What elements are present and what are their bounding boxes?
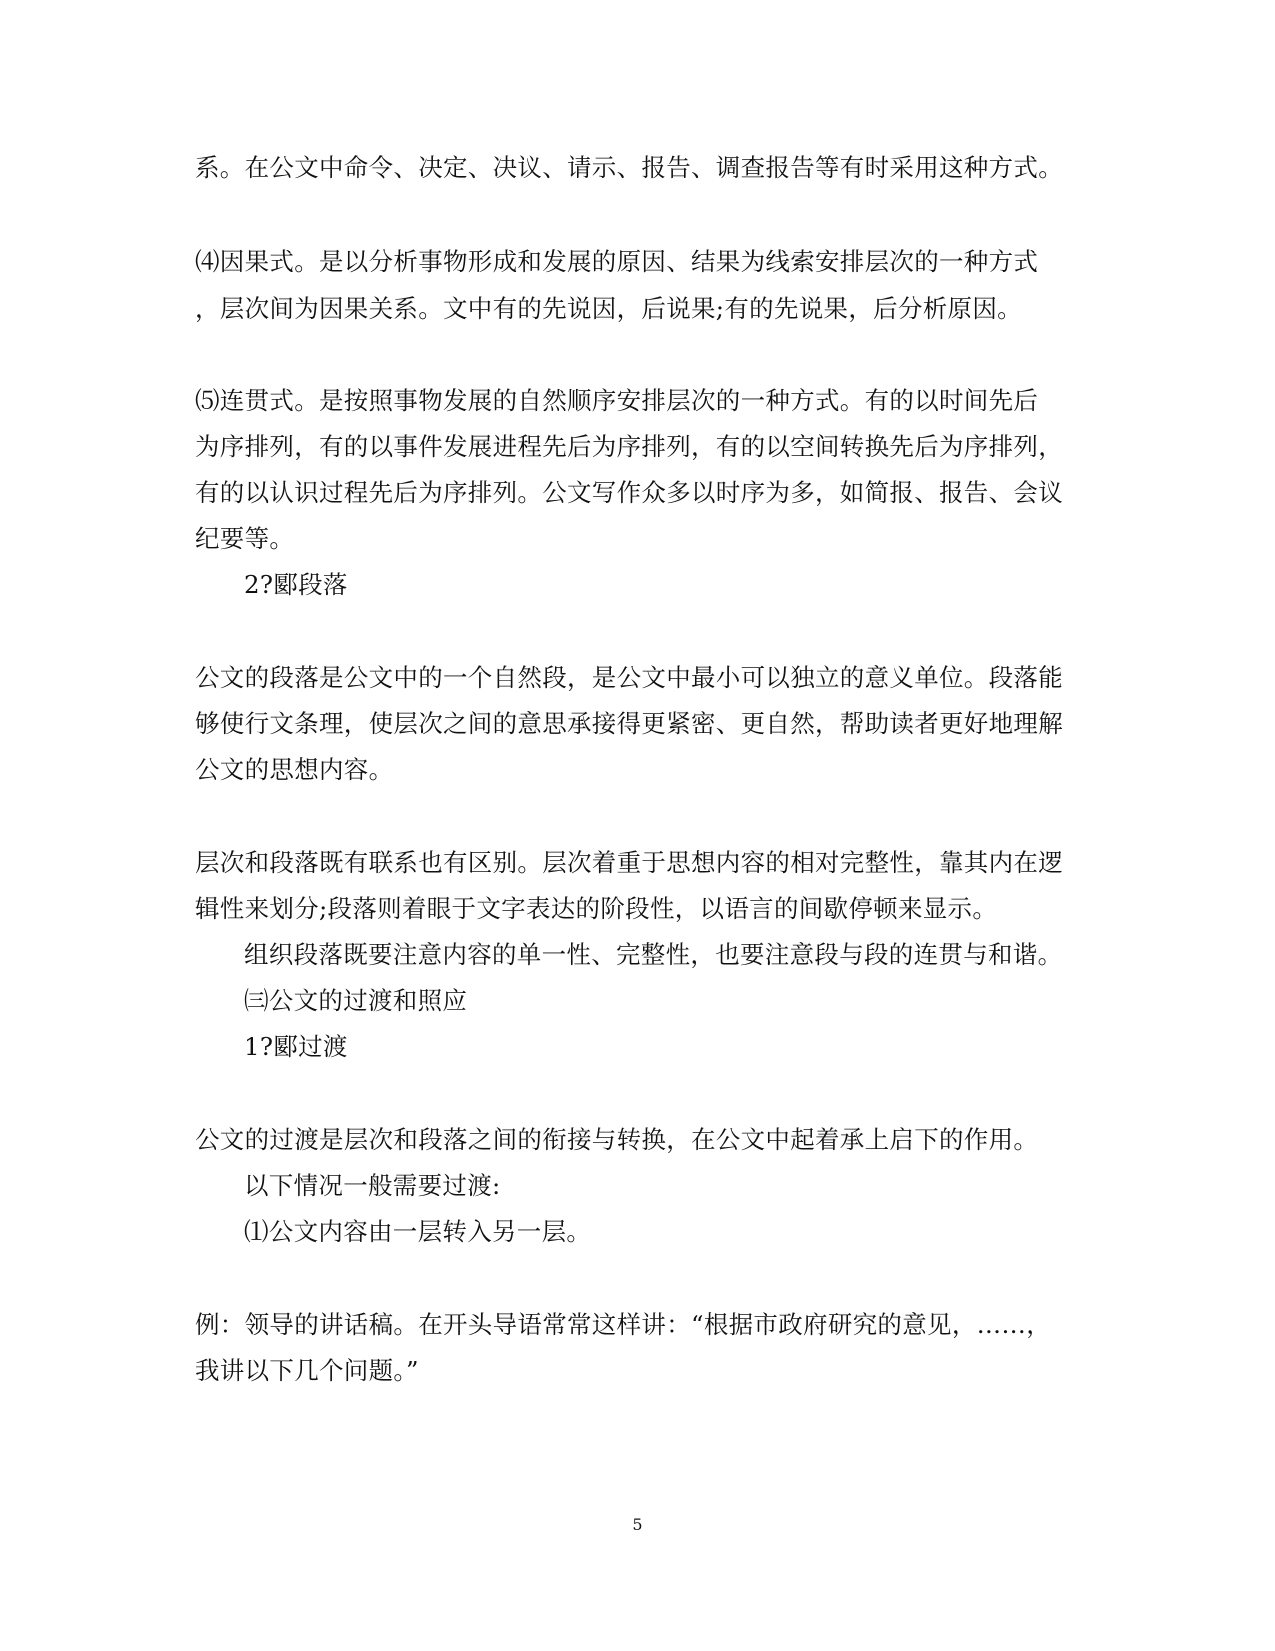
text-line: 组织段落既要注意内容的单一性、完整性，也要注意段与段的连贯与和谐。 (244, 940, 1063, 969)
page-number: 5 (632, 1515, 643, 1534)
text-line: 够使行文条理，使层次之间的意思承接得更紧密、更自然，帮助读者更好地理解 (195, 709, 1063, 738)
text-line: ⑴公文内容由一层转入另一层。 (244, 1217, 592, 1246)
text-line: 为序排列，有的以事件发展进程先后为序排列，有的以空间转换先后为序排列， (195, 432, 1063, 461)
section-heading: ㈢公文的过渡和照应 (244, 986, 468, 1015)
text-line: ⑸连贯式。是按照事物发展的自然顺序安排层次的一种方式。有的以时间先后 (195, 386, 1039, 415)
section-heading: 1?郾过渡 (244, 1032, 348, 1061)
text-line: 有的以认识过程先后为序排列。公文写作众多以时序为多，如简报、报告、会议 (195, 478, 1063, 507)
text-line: 我讲以下几个问题。” (195, 1356, 419, 1385)
text-line: 公文的段落是公文中的一个自然段，是公文中最小可以独立的意义单位。段落能 (195, 663, 1063, 692)
text-line: 公文的过渡是层次和段落之间的衔接与转换，在公文中起着承上启下的作用。 (195, 1125, 1039, 1154)
text-line: 层次和段落既有联系也有区别。层次着重于思想内容的相对完整性，靠其内在逻 (195, 848, 1063, 877)
text-line: 公文的思想内容。 (195, 755, 394, 784)
text-line: 系。在公文中命令、决定、决议、请示、报告、调查报告等有时采用这种方式。 (195, 153, 1063, 182)
text-line: ，层次间为因果关系。文中有的先说因，后说果;有的先说果，后分析原因。 (195, 294, 1022, 323)
text-line: ⑷因果式。是以分析事物形成和发展的原因、结果为线索安排层次的一种方式 (195, 247, 1039, 276)
text-line: 以下情况一般需要过渡: (244, 1171, 501, 1200)
section-heading: 2?郾段落 (244, 570, 348, 599)
text-line: 纪要等。 (195, 524, 295, 553)
text-line: 例：领导的讲话稿。在开头导语常常这样讲：“根据市政府研究的意见，……， (195, 1310, 1052, 1339)
text-line: 辑性来划分;段落则着眼于文字表达的阶段性，以语言的间歇停顿来显示。 (195, 894, 998, 923)
